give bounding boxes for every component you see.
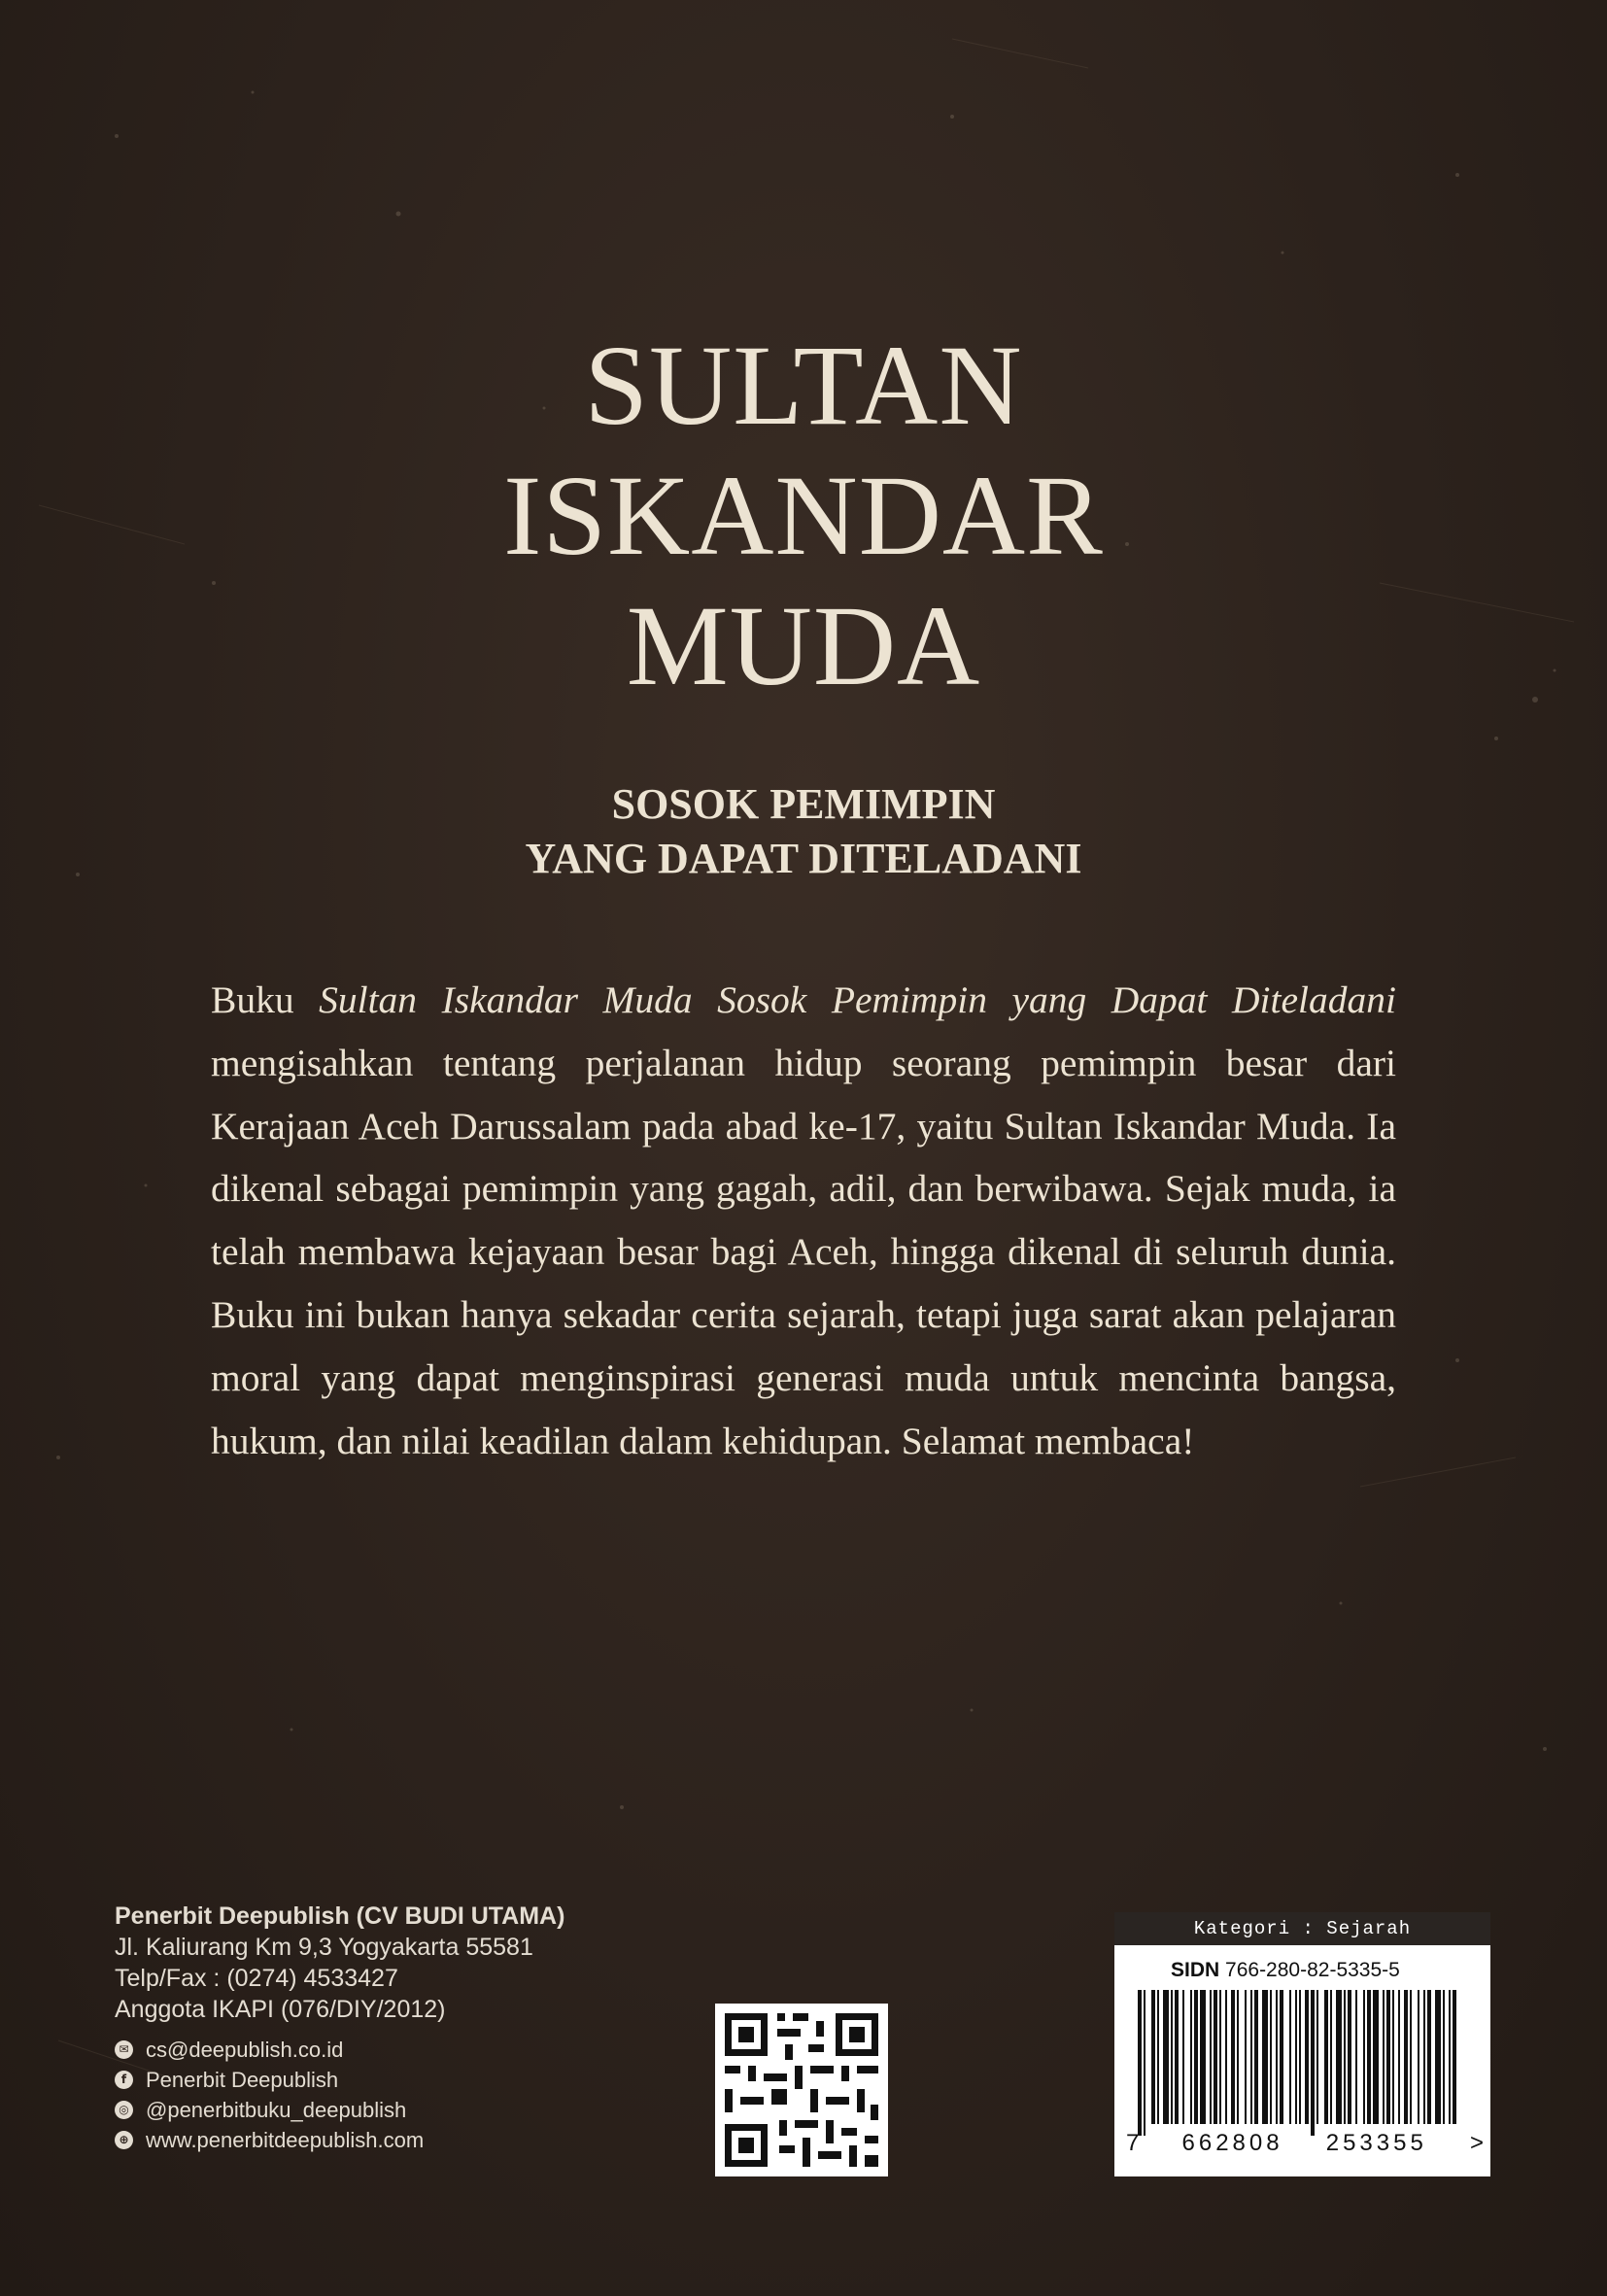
barcode-digit-group-1: 662808 <box>1181 2130 1283 2156</box>
barcode-bar <box>1418 1990 1419 2124</box>
barcode-bar <box>1219 1990 1221 2124</box>
barcode-digit-first: 7 <box>1126 2130 1140 2156</box>
barcode-bar <box>1250 1990 1252 2124</box>
barcode-bar <box>1231 1990 1235 2124</box>
barcode-digit-end: > <box>1469 2130 1484 2156</box>
subtitle-line-1: SOSOK PEMIMPIN <box>611 780 996 828</box>
barcode-bar <box>1175 1990 1179 2124</box>
barcode-bar <box>1404 1990 1408 2124</box>
title-line-1: SULTAN <box>584 322 1023 449</box>
barcode-bar <box>1449 1990 1451 2124</box>
barcode-bar <box>1373 1990 1379 2124</box>
contact-facebook-text: Penerbit Deepublish <box>146 2068 339 2092</box>
barcode-bar <box>1453 1990 1456 2124</box>
barcode-bar <box>1151 1990 1155 2124</box>
barcode-digit-group-2: 253355 <box>1325 2130 1427 2156</box>
barcode-bar <box>1336 1990 1342 2124</box>
publisher-phone: Telp/Fax : (0274) 4533427 <box>115 1965 398 1992</box>
barcode-bar <box>1344 1990 1346 2124</box>
barcode-bar <box>1157 1990 1159 2124</box>
barcode-bar <box>1210 1990 1212 2124</box>
barcode-bar <box>1225 1990 1227 2124</box>
barcode-bar <box>1194 1990 1198 2124</box>
sidn-number <box>1114 1959 1490 1982</box>
contact-facebook <box>115 2065 717 2095</box>
barcode-bar <box>1280 1990 1283 2124</box>
synopsis-lead: Buku <box>211 978 320 1021</box>
contact-email <box>115 2035 717 2065</box>
barcode-bar <box>1254 1990 1258 2124</box>
barcode-bar <box>1383 1990 1385 2124</box>
barcode-bar <box>1237 1990 1239 2124</box>
email-icon: ✉ <box>115 2040 133 2059</box>
barcode-bar <box>1299 1990 1301 2124</box>
barcode-bar <box>1398 1990 1400 2124</box>
barcode-bar <box>1144 1990 1145 2136</box>
barcode-bar <box>1330 1990 1332 2124</box>
contact-email-text: cs@deepublish.co.id <box>146 2038 344 2062</box>
barcode-bar <box>1427 1990 1431 2124</box>
title-line-2: ISKANDAR <box>503 452 1104 579</box>
barcode-bar <box>1214 1990 1217 2124</box>
barcode-bar <box>1410 1990 1412 2124</box>
barcode-bar <box>1276 1990 1278 2124</box>
barcode-bars <box>1132 1990 1472 2136</box>
synopsis <box>211 969 1396 1472</box>
publisher-name: Penerbit Deepublish (CV BUDI UTAMA) <box>115 1902 565 1930</box>
barcode-bar <box>1386 1990 1390 2124</box>
qr-code-graphic <box>715 2004 888 2176</box>
barcode-bar <box>1171 1990 1173 2124</box>
subtitle-line-2: YANG DAPAT DITELADANI <box>525 835 1082 882</box>
barcode-bar <box>1355 1990 1357 2124</box>
instagram-icon: ◎ <box>115 2101 133 2119</box>
barcode-bar <box>1423 1990 1425 2124</box>
barcode-bar <box>1262 1990 1268 2124</box>
publisher-membership: Anggota IKAPI (076/DIY/2012) <box>115 1996 446 2023</box>
contact-website <box>115 2125 717 2155</box>
barcode-bar <box>1348 1990 1351 2124</box>
contact-instagram <box>115 2095 717 2125</box>
barcode-bar <box>1289 1990 1291 2124</box>
barcode-bar <box>1245 1990 1247 2124</box>
facebook-icon: f <box>115 2071 133 2089</box>
publisher-info <box>115 1901 717 2155</box>
barcode-bar <box>1182 1990 1184 2124</box>
book-subtitle <box>0 777 1607 886</box>
barcode-bar <box>1367 1990 1371 2124</box>
barcode-bar <box>1138 1990 1142 2136</box>
barcode-bar <box>1363 1990 1365 2124</box>
synopsis-body: mengisahkan tentang perjalanan hidup seorang pemimpin besar dari Kerajaan Aceh Darussalam pada abad ke-17, yaitu Sultan Iskandar Muda. Ia dikenal sebagai pemimpin yang gagah, adil, dan berwibawa. Sejak muda, ia telah membawa kejayaan besar bagi Aceh, hingga dikenal di seluruh dunia. Buku ini bukan hanya sekadar cerita sejarah, tetapi juga sarat akan pelajaran moral yang dapat menginspirasi generasi muda untuk mencinta bangsa, hukum, dan nilai keadilan dalam kehidupan. Selamat membaca! <box>211 1041 1396 1462</box>
barcode-bar <box>1190 1990 1192 2124</box>
publisher-contacts <box>115 2035 717 2155</box>
category-label: Kategori : Sejarah <box>1114 1912 1490 1945</box>
barcode-bar <box>1295 1990 1297 2124</box>
sidn-label: SIDN <box>1171 1959 1220 1981</box>
publisher-address: Jl. Kaliurang Km 9,3 Yogyakarta 55581 <box>115 1934 533 1961</box>
sidn-value: 766-280-82-5335-5 <box>1225 1959 1400 1981</box>
title-line-3: MUDA <box>626 582 981 709</box>
contact-instagram-text: @penerbitbuku_deepublish <box>146 2098 407 2122</box>
contact-website-text: www.penerbitdeepublish.com <box>146 2128 425 2152</box>
barcode-bar <box>1316 1990 1318 2124</box>
barcode-bar <box>1435 1990 1441 2124</box>
synopsis-book-title: Sultan Iskandar Muda Sosok Pemimpin yang Dapat Diteladani <box>319 978 1396 1021</box>
barcode-digits <box>1126 2130 1484 2157</box>
barcode-bar <box>1200 1990 1206 2124</box>
barcode-bar <box>1324 1990 1328 2124</box>
globe-icon: ⊕ <box>115 2131 133 2149</box>
barcode-bar <box>1270 1990 1272 2124</box>
barcode-bar <box>1311 1990 1315 2136</box>
qr-code <box>715 2004 888 2176</box>
barcode-bar <box>1392 1990 1394 2124</box>
barcode-label <box>1114 1912 1490 2176</box>
barcode-bar <box>1163 1990 1169 2124</box>
barcode-bar <box>1305 1990 1309 2124</box>
barcode-bar <box>1443 1990 1445 2124</box>
book-title <box>0 321 1607 711</box>
